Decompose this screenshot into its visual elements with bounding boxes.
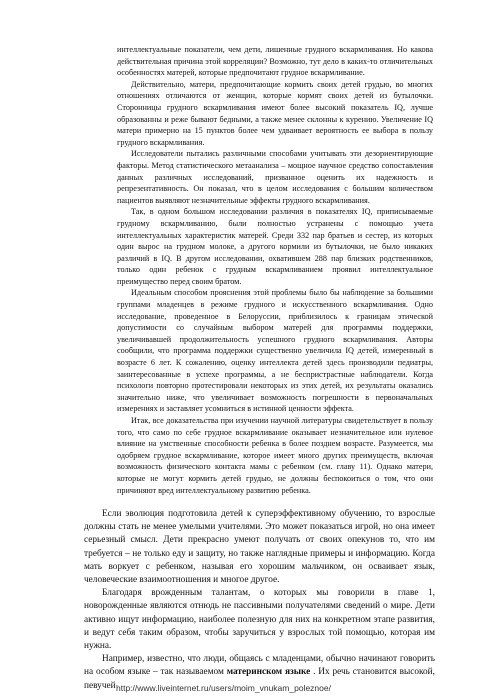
last-paragraph-start: Например, известно, что люди, общаясь с младенцами, обычно начинают говорить на особом языке – так называемом <box>84 654 435 678</box>
main-text <box>84 508 435 693</box>
inset-paragraph: Исследователи пытались различными способами учитывать эти дезориентирующие факторы. Метод статистического метаанализа – мощное научное средство сопоставления данных различных исследований, призванное оценить их надежность и репрезентативность. Он показал, что в целом исследования с большим количеством пациентов выявляют незначительные эффекты грудного вскармливания. <box>117 149 433 205</box>
inset-paragraph: Итак, все доказательства при изучении научной литературы свидетельствует в пользу того, что само по себе грудное вскармливание оказывает незначительное или нулевое влияние на умственные способности ребенка в более позднем возрасте. Разумеется, мы одобряем грудное вскармливание, которое имеет много других преимуществ, включая возможность физического контакта мамы с ребенком (см. главу 11). Однако матери, которые не могут кормить детей грудью, не должны беспокоиться о том, что они причиняют вред интеллектуальному развитию ребенка. <box>117 416 433 495</box>
footer-url: http://www.liveinternet.ru/users/moim_vnukam_poleznoe/ <box>116 683 331 693</box>
main-paragraph: Если эволюция подготовила детей к суперэффективному обучению, то взрослые должны стать не менее умелыми учителями. Это может показаться игрой, но она имеет серьезный смысл. Дети прекрасно умеют получать от своих опекунов то, что им требуется – не только еду и защиту, но также наглядные примеры и информацию. Когда мать воркует с ребенком, называя его хорошим мальчиком, он осваивает язык, человеческие взаимоотношения и многое другое. <box>84 509 435 586</box>
inset-excerpt <box>117 44 433 496</box>
inset-paragraph: Действительно, матери, предпочитающие кормить своих детей грудью, во многих отношениях отличаются от женщин, которые кормят своих детей из бутылочки. Сторонницы грудного вскармливания имеют более высокий показатель IQ, лучше образованны и реже бывают бедными, а также менее склонны к курению. Увеличение IQ матери примерно на 15 пунктов более чем удваивает вероятность ее выбора в пользу грудного вскармливания. <box>117 79 433 147</box>
main-paragraph: Благодаря врожденным талантам, о которых мы говорили в главе 1, новорожденные являются отнюдь не пассивными получателями сведений о мире. Дети активно ищут информацию, наиболее полезную для них на конкретном этапе развития, и ведут себя таким образом, чтобы заручиться у взрослых той помощью, которая им нужна. <box>84 588 435 652</box>
term-bold: материнском языке <box>226 667 311 678</box>
inset-paragraph: Так, в одном большом исследовании различия в показателях IQ, приписываемые грудному вскармливанию, были полностью устранены с помощью учета интеллектуальных характеристик матерей. Среди 332 пар братьев и сестер, из которых один вырос на грудном молоке, а другого кормили из бутылочки, не было никаких различий в IQ. В другом исследовании, охватившем 288 пар близких родственников, только один ребенок с грудным вскармливанием проявил интеллектуальное преимущество перед своим братом. <box>117 207 433 286</box>
last-paragraph-end: . Их речь становится высокой, певучей <box>84 667 435 691</box>
inset-paragraph: интеллектуальные показатели, чем дети, лишенные грудного вскармливания. Но какова действительная причина этой корреляции? Возможно, тут дело в каких-то отличительных особенностях матерей, которые предпочитают грудное вскармливание. <box>117 45 433 78</box>
inset-paragraph: Идеальным способом прояснения этой проблемы было бы наблюдение за большими группами младенцев в режиме грудного и искусственного вскармливания. Одно исследование, проведенное в Белоруссии, приблизилось к границам этической допустимости со случайным выбором матерей для программы поддержки, увеличивавшей продолжительность успешного грудного вскармливания. Авторы сообщили, что программа поддержки существенно увеличила IQ детей, измеренный в возрасте 6 лет. К сожалению, оценку интеллекта детей здесь производили педиатры, заинтересованные в успехе программы, а не беспристрастные наблюдатели. Когда психологи повторно протестировали некоторых из этих детей, их результаты оказались значительно ниже, что увеличивает возможность погрешности в первоначальных измерениях и заставляет усомниться в истинной ценности эффекта. <box>117 288 433 414</box>
